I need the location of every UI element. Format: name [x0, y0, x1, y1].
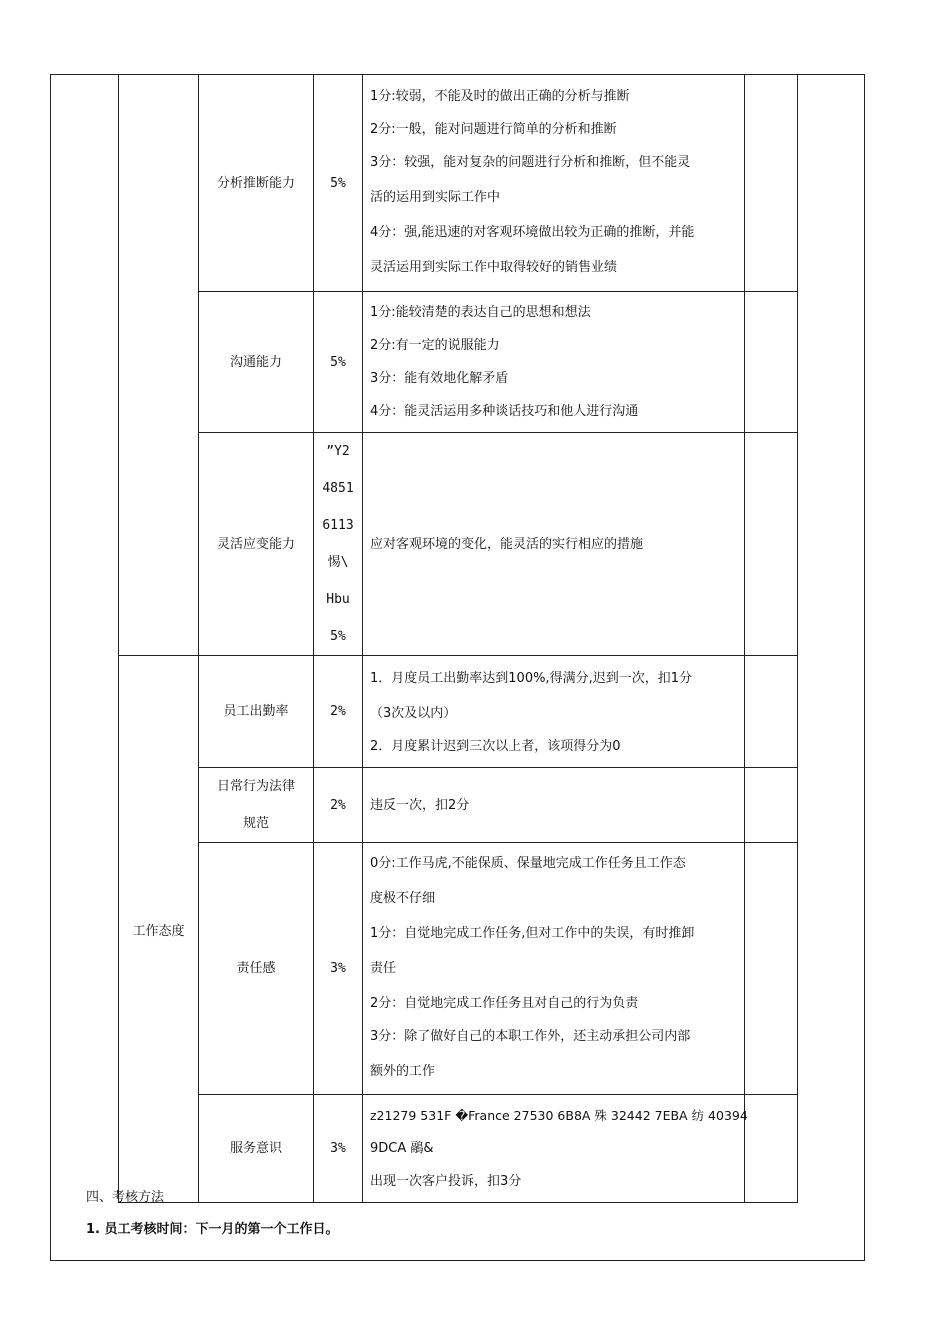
- weight-line: 惕\: [327, 555, 349, 570]
- category-cell-blank: [119, 75, 199, 656]
- score-cell: [745, 768, 798, 843]
- criteria-line: 1分:较弱，不能及时的做出正确的分析与推断: [370, 89, 630, 104]
- criteria-line: 4分：强,能迅速的对客观环境做出较为正确的推断，并能: [370, 225, 695, 240]
- item-name: 责任感: [199, 843, 314, 1095]
- weight-line: ”Y2: [326, 444, 350, 459]
- criteria-line: 1分：自觉地完成工作任务,但对工作中的失误，有时推卸: [370, 926, 695, 941]
- criteria-line: 3分：能有效地化解矛盾: [370, 371, 509, 386]
- table-row: [119, 656, 798, 768]
- table-row: [119, 768, 798, 843]
- criteria-cell: [363, 75, 745, 292]
- item-name-line: 日常行为法律: [216, 779, 295, 794]
- assessment-time-point: 1. 员工考核时间：下一月的第一个工作日。: [86, 1222, 339, 1237]
- item-name-line: 规范: [242, 816, 269, 831]
- weight-line: Hbu: [326, 592, 350, 607]
- item-name: 灵活应变能力: [199, 433, 314, 656]
- item-weight: 2%: [314, 768, 363, 843]
- criteria-cell: [363, 843, 745, 1095]
- weight-line: 6113: [322, 518, 354, 533]
- item-weight: 3%: [314, 1095, 363, 1203]
- frame-top-left: [50, 74, 119, 75]
- criteria-cell: [363, 292, 745, 433]
- criteria-line: z21279 531F �France 27530 6B8A 殊 32442 7EBA 纺 40394: [370, 1108, 748, 1123]
- item-name: 沟通能力: [199, 292, 314, 433]
- score-cell: [745, 843, 798, 1095]
- criteria-line: 0分:工作马虎,不能保质、保量地完成工作任务且工作态: [370, 856, 686, 871]
- item-weight: 2%: [314, 656, 363, 768]
- criteria-line: 3分：除了做好自己的本职工作外，还主动承担公司内部: [370, 1029, 691, 1044]
- criteria-line: 4分：能灵活运用多种谈话技巧和他人进行沟通: [370, 404, 639, 419]
- item-weight: 5%: [314, 292, 363, 433]
- criteria-line: 责任: [370, 961, 397, 976]
- item-weight: [314, 433, 363, 656]
- criteria-line: 2分：自觉地完成工作任务且对自己的行为负责: [370, 996, 639, 1011]
- item-name: 员工出勤率: [199, 656, 314, 768]
- table-row: [119, 75, 798, 292]
- score-cell: [745, 75, 798, 292]
- score-cell: [745, 433, 798, 656]
- item-name: [199, 768, 314, 843]
- criteria-line: 1．月度员工出勤率达到100%,得满分,迟到一次，扣1分: [370, 671, 692, 686]
- criteria-line: 灵活运用到实际工作中取得较好的销售业绩: [370, 260, 618, 275]
- weight-line: 5%: [330, 629, 346, 644]
- section-heading: 四、考核方法: [86, 1190, 165, 1205]
- criteria-line: 违反一次，扣2分: [370, 797, 470, 813]
- criteria-line: 1分:能较清楚的表达自己的思想和想法: [370, 305, 591, 320]
- frame-top-right: [796, 74, 865, 75]
- assessment-table: [118, 74, 798, 1203]
- criteria-cell: [363, 656, 745, 768]
- table-row: [119, 843, 798, 1095]
- criteria-cell: [363, 1095, 748, 1203]
- score-cell: [745, 292, 798, 433]
- table-row: [119, 1095, 798, 1203]
- criteria-line: 3分：较强，能对复杂的问题进行分析和推断，但不能灵: [370, 155, 691, 170]
- item-name: 分析推断能力: [199, 75, 314, 292]
- criteria-line: （3次及以内）: [370, 706, 457, 721]
- criteria-line: 2分:一般，能对问题进行简单的分析和推断: [370, 122, 617, 137]
- weight-line: 4851: [322, 481, 354, 496]
- criteria-line: 活的运用到实际工作中: [370, 190, 501, 205]
- item-weight: 3%: [314, 843, 363, 1095]
- criteria-line: 9DCA 鷊&: [370, 1141, 434, 1156]
- table-row: [119, 433, 798, 656]
- score-cell: [745, 656, 798, 768]
- item-name: 服务意识: [199, 1095, 314, 1203]
- criteria-cell: [363, 768, 745, 843]
- item-weight: 5%: [314, 75, 363, 292]
- criteria-cell: [363, 433, 745, 656]
- criteria-line: 度极不仔细: [370, 891, 436, 906]
- category-work-attitude: 工作态度: [119, 656, 199, 1203]
- table-row: [119, 292, 798, 433]
- criteria-line: 出现一次客户投诉，扣3分: [370, 1174, 522, 1189]
- criteria-line: 额外的工作: [370, 1064, 436, 1079]
- criteria-line: 2．月度累计迟到三次以上者，该项得分为0: [370, 739, 621, 754]
- score-cell: [745, 1095, 798, 1203]
- criteria-line: 2分:有一定的说服能力: [370, 338, 500, 353]
- criteria-line: 应对客观环境的变化，能灵活的实行相应的措施: [370, 536, 644, 552]
